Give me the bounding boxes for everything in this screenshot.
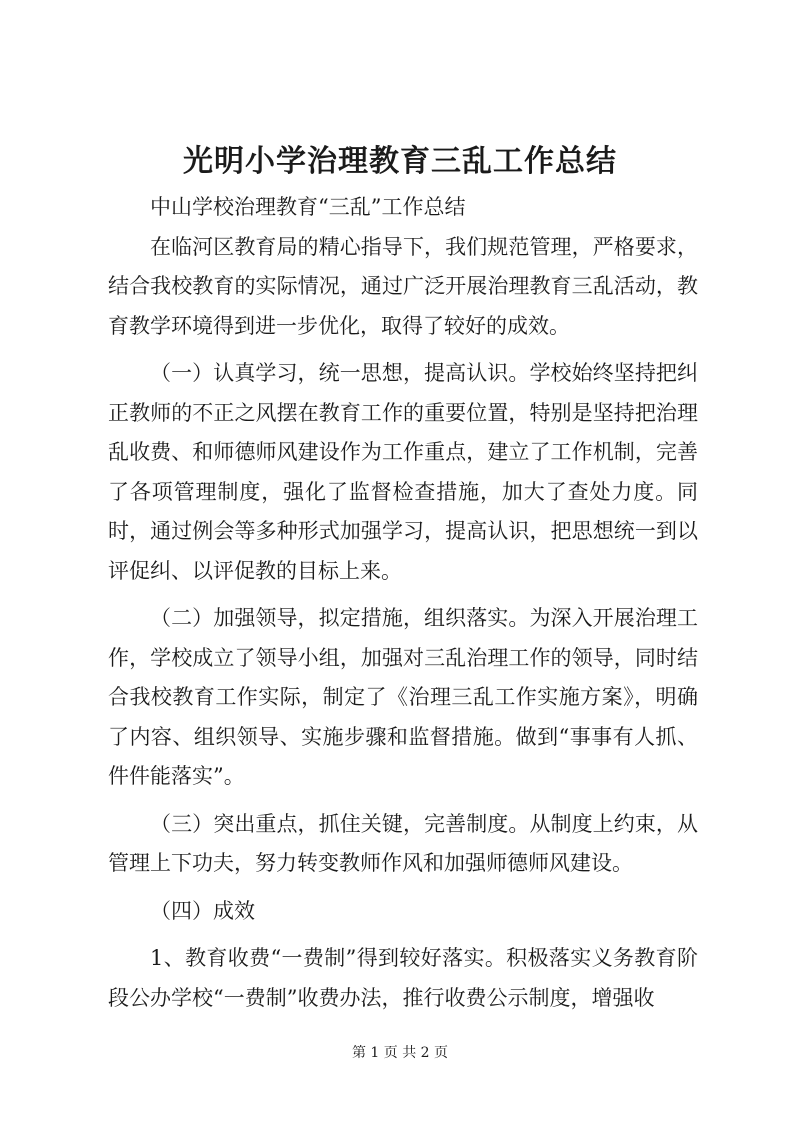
page-number-footer: 第 1 页 共 2 页 — [351, 1045, 449, 1061]
section-4-heading: （四）成效 — [150, 898, 255, 923]
section-3-paragraph: （三）突出重点，抓住关键，完善制度。从制度上约束，从管理上下功夫，努力转变教师作风和加强师德师风建设。 — [108, 811, 698, 875]
result-1-paragraph: 1、教育收费“一费制”得到较好落实。积极落实义务教育阶段公办学校“一费制”收费办法，推行收费公示制度，增强收 — [108, 946, 698, 1010]
section-1-paragraph: （一）认真学习，统一思想，提高认识。学校始终坚持把纠正教师的不正之风摆在教育工作的重要位置，特别是坚持把治理乱收费、和师德师风建设作为工作重点，建立了工作机制，完善了各项管理制度，强化了监督检查措施，加大了查处力度。同时，通过例会等多种形式加强学习，提高认识，把思想统一到以评促纠、以评促教的目标上来。 — [108, 361, 698, 583]
section-2-paragraph: （二）加强领导，拟定措施，组织落实。为深入开展治理工作，学校成立了领导小组，加强对三乱治理工作的领导，同时结合我校教育工作实际，制定了《治理三乱工作实施方案》，明确了内容、组织领导、实施步骤和监督措施。做到“事事有人抓、件件能落实”。 — [108, 606, 698, 788]
document-title: 光明小学治理教育三乱工作总结 — [183, 144, 617, 179]
subtitle-paragraph: 中山学校治理教育“三乱”工作总结 — [150, 195, 466, 219]
document-body — [108, 188, 698, 1018]
intro-paragraph: 在临河区教育局的精心指导下，我们规范管理，严格要求，结合我校教育的实际情况，通过广泛开展治理教育三乱活动，教育教学环境得到进一步优化，取得了较好的成效。 — [108, 234, 698, 338]
